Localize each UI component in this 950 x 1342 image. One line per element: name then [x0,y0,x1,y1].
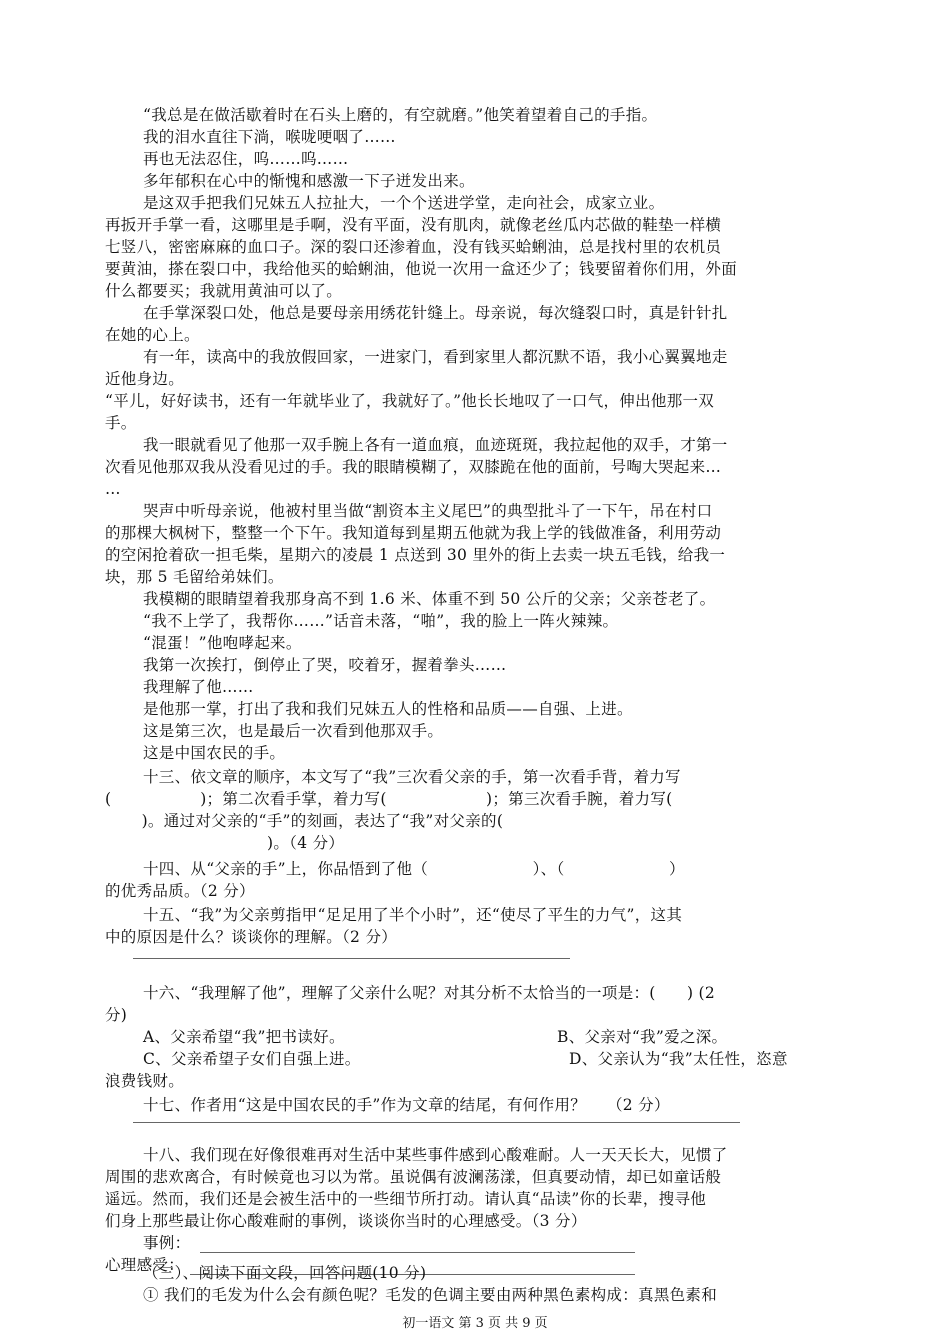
passage-line: “我总是在做活歇着时在石头上磨的，有空就磨。”他笑着望着自己的手指。 [143,106,658,124]
passage-line: 块，那 5 毛留给弟妹们。 [105,568,284,586]
question-15: 十五、“我”为父亲剪指甲“足足用了半个小时”，还“使尽了平生的力气”，这其 [143,906,683,924]
passage-line: 这是中国农民的手。 [143,744,286,762]
passage-line: 有一年，读高中的我放假回家，一进家门，看到家里人都沉默不语，我小心翼翼地走 [143,348,728,366]
answer-line[interactable] [133,958,570,959]
passage-line: … [105,480,121,498]
passage-line: 哭声中听母亲说，他被村里当做“割资本主义尾巴”的典型批斗了一下午，吊在村口 [143,502,713,520]
passage-line: 我模糊的眼睛望着我那身高不到 1.6 米、体重不到 50 公斤的父亲；父亲苍老了。 [143,590,716,608]
section-3-heading: （三）、阅读下面文段，回答问题(10 分) [143,1264,427,1282]
option-a[interactable]: A、父亲希望“我”把书读好。 [143,1028,345,1046]
feeling-label: 心理感受： [105,1256,185,1274]
option-d[interactable]: D、父亲认为“我”太任性，恣意 [569,1050,788,1068]
passage-line: 的那棵大枫树下，整整一个下午。我知道每到星期五他就为我上学的钱做准备，利用劳动 [105,524,722,542]
question-18: 遥远。然而，我们还是会被生活中的一些细节所打动。请认真“品读”你的长辈，搜寻他 [105,1190,707,1208]
question-18: 们身上那些最让你心酸难耐的事例，谈谈你当时的心理感受。（3 分） [105,1212,587,1230]
option-c[interactable]: C、父亲希望子女们自强上进。 [143,1050,361,1068]
question-14-score: 的优秀品质。（2 分） [105,882,255,900]
passage-line: 次看见他那双我从没看见过的手。我的眼睛模糊了，双膝跪在他的面前，号啕大哭起来… [105,458,722,476]
question-13: 十三、依文章的顺序，本文写了“我”三次看父亲的手，第一次看手背，着力写 [143,768,681,786]
passage-line: 是他那一掌，打出了我和我们兄妹五人的性格和品质——自强、上进。 [143,700,633,718]
passage-line: 的空闲抢着砍一担毛柴，星期六的凌晨 1 点送到 30 里外的街上去卖一块五毛钱，给我一 [105,546,726,564]
section-3-paragraph: ① 我们的毛发为什么会有颜色呢？毛发的色调主要由两种黑色素构成：真黑色素和 [143,1286,718,1304]
passage-line: “平儿，好好读书，还有一年就毕业了，我就好了。”他长长地叹了一口气，伸出他那一双 [105,392,715,410]
question-16: 分) [105,1006,128,1024]
passage-line: 七竖八，密密麻麻的血口子。深的裂口还渗着血，没有钱买蛤蜊油，总是找村里的农机员 [105,238,722,256]
option-b[interactable]: B、父亲对“我”爱之深。 [557,1028,728,1046]
passage-line: 我第一次挨打，倒停止了哭，咬着牙，握着拳头…… [143,656,507,674]
question-17: 十七、作者用“这是中国农民的手”作为文章的结尾，有何作用？ （2 分） [143,1096,670,1114]
passage-line: 再扳开手掌一看，这哪里是手啊，没有平面，没有肌肉，就像老丝瓜内芯做的鞋垫一样横 [105,216,722,234]
page-footer: 初一语文 第 3 页 共 9 页 [402,1316,548,1331]
passage-line: 是这双手把我们兄妹五人拉扯大，一个个送进学堂，走向社会，成家立业。 [143,194,665,212]
passage-line: “混蛋！”他咆哮起来。 [143,634,302,652]
example-label: 事例： [143,1234,191,1252]
question-18: 十八、我们现在好像很难再对生活中某些事件感到心酸难耐。人一天天长大，见惯了 [143,1146,728,1164]
passage-line: “我不上学了，我帮你……”话音未落，“啪”，我的脸上一阵火辣辣。 [143,612,619,630]
passage-line: 再也无法忍住，呜……呜…… [143,150,349,168]
question-18: 周围的悲欢离合，有时候竟也习以为常。虽说偶有波澜荡漾，但真要动情，却已如童话般 [105,1168,722,1186]
passage-line: 我的泪水直往下淌，喉咙哽咽了…… [143,128,396,146]
question-16: 十六、“我理解了他”，理解了父亲什么呢？对其分析不太恰当的一项是：( ) (2 [143,984,716,1002]
question-13-blanks[interactable]: ( )；第二次看手掌，着力写( )；第三次看手腕，着力写( [105,790,673,808]
question-13-blanks[interactable]: )。（4 分） [105,834,345,852]
question-13-blanks[interactable]: )。通过对父亲的“手”的刻画，表达了“我”对父亲的( [105,812,504,830]
passage-line: 要黄油，搽在裂口中，我给他买的蛤蜊油，他说一次用一盒还少了；钱要留着你们用，外面 [105,260,738,278]
option-d-continued: 浪费钱财。 [105,1072,185,1090]
question-14[interactable]: 十四、从“父亲的手”上，你品悟到了他（ ）、（ ） [143,860,685,878]
question-15: 中的原因是什么？谈谈你的理解。（2 分） [105,928,398,946]
passage-line: 在她的心上。 [105,326,200,344]
passage-line: 我理解了他…… [143,678,254,696]
passage-line: 什么都要买；我就用黄油可以了。 [105,282,343,300]
passage-line: 多年郁积在心中的惭愧和感激一下子迸发出来。 [143,172,475,190]
passage-line: 这是第三次，也是最后一次看到他那双手。 [143,722,444,740]
passage-line: 我一眼就看见了他那一双手腕上各有一道血痕，血迹斑斑，我拉起他的双手，才第一 [143,436,728,454]
passage-line: 近他身边。 [105,370,185,388]
answer-line[interactable] [133,1122,740,1123]
passage-line: 在手掌深裂口处，他总是要母亲用绣花针缝上。母亲说，每次缝裂口时，真是针针扎 [143,304,728,322]
passage-line: 手。 [105,414,137,432]
example-answer-line[interactable] [200,1252,635,1253]
